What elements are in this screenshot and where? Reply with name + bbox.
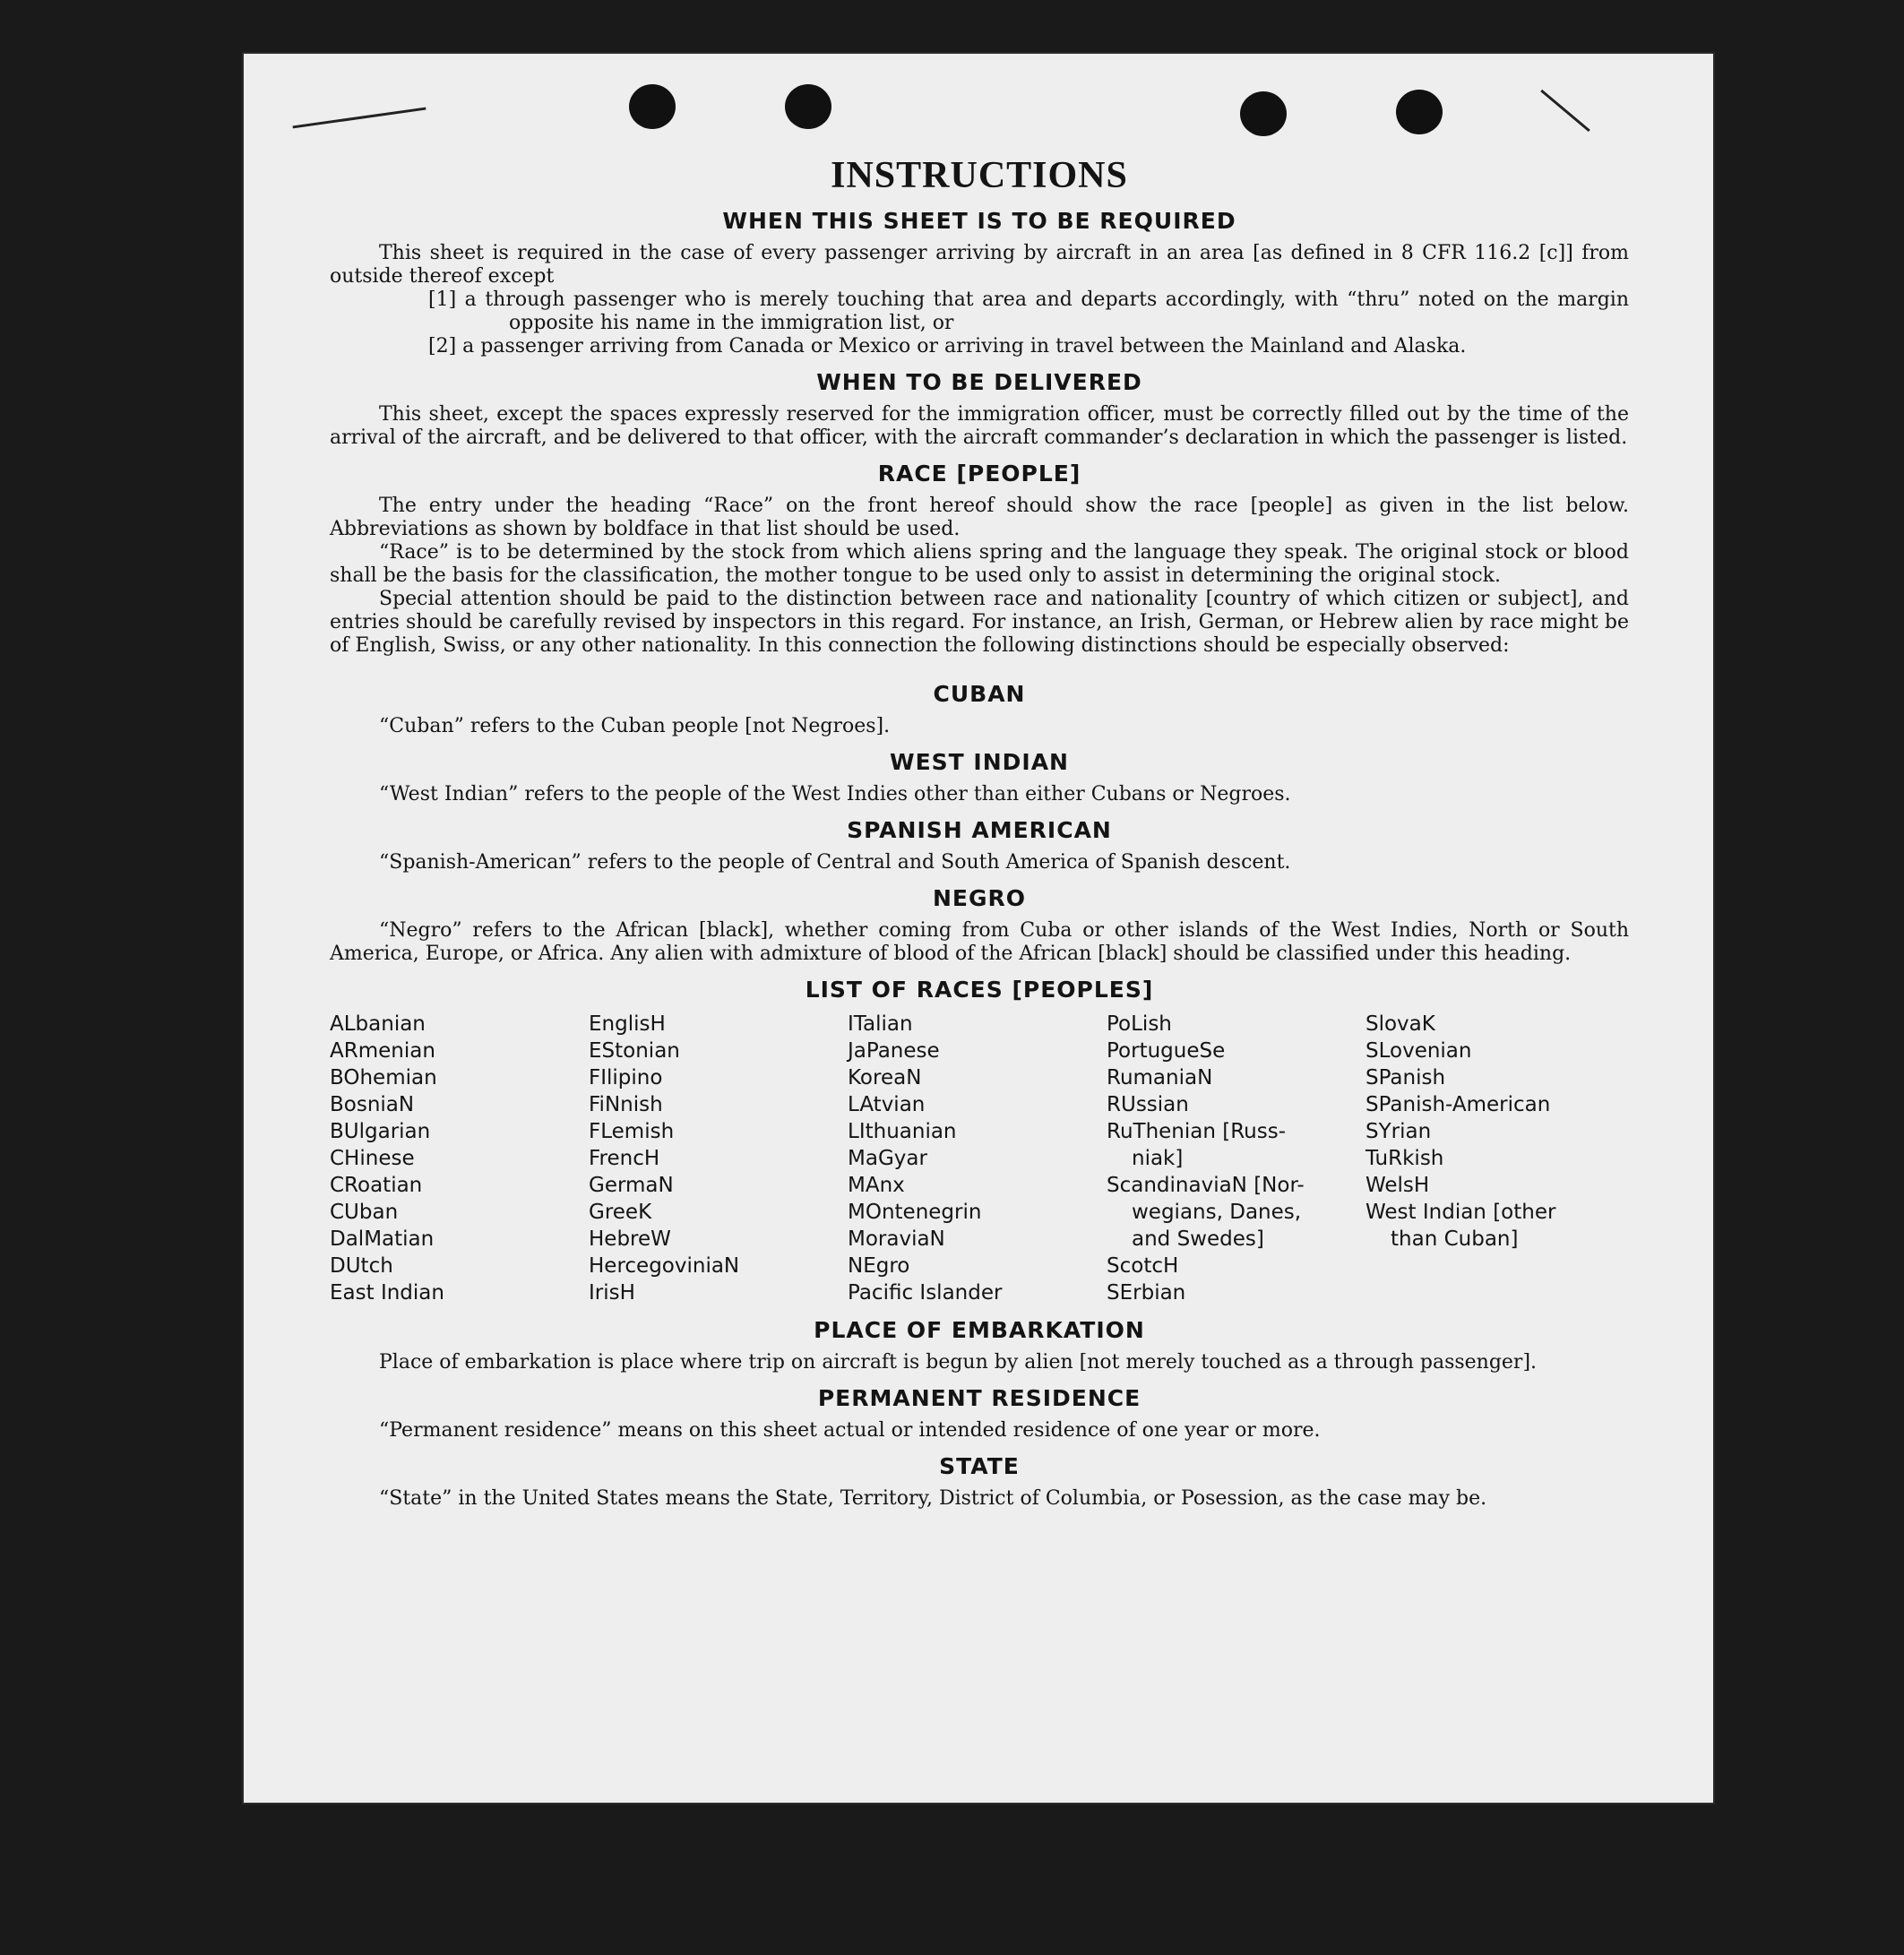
race-entry: DalMatian	[330, 1227, 435, 1251]
race-entry: RuThenian [Russ- niak]	[1107, 1120, 1287, 1170]
race-entry: CHinese	[330, 1147, 415, 1170]
race-entry: SErbian	[1107, 1281, 1186, 1305]
race-entry: SPanish-American	[1366, 1093, 1551, 1116]
race-paragraph-2: “Race” is to be determined by the stock from which aliens spring and the language they speak. The original stock or blood shall be the basis for the classification, the mother tongue to be used only to assist in determining the original stock.	[330, 541, 1629, 587]
race-entry: ALbanian	[330, 1012, 426, 1036]
race-entry: Pacific Islander	[848, 1281, 1003, 1305]
race-entry: FiNnish	[589, 1093, 663, 1116]
document-title: INSTRUCTIONS	[831, 155, 1128, 196]
negro-text: “Negro” refers to the African [black], whether coming from Cuba or other islands of the West Indies, North or South America, Europe, or Africa. Any alien with admixture of blood of the African [black] should be classified under this heading.	[330, 919, 1629, 965]
race-entry: EnglisH	[589, 1012, 666, 1036]
race-entry: EStonian	[589, 1039, 680, 1063]
section-heading-spanish-american: SPANISH AMERICAN	[847, 817, 1112, 843]
race-entry: MoraviaN	[848, 1227, 945, 1251]
punch-hole	[1240, 91, 1287, 136]
race-entry: JaPanese	[848, 1039, 940, 1063]
section-heading-list-of-races: LIST OF RACES [PEOPLES]	[805, 977, 1154, 1003]
residence-text: “Permanent residence” means on this sheet actual or intended residence of one year or more.	[379, 1419, 1321, 1442]
punch-hole	[1396, 90, 1443, 134]
race-entry: MAnx	[848, 1174, 905, 1197]
race-entry: West Indian [other than Cuban]	[1366, 1201, 1556, 1251]
race-entry: ScotcH	[1107, 1254, 1179, 1278]
section-heading-race: RACE [PEOPLE]	[877, 461, 1081, 487]
section-heading-state: STATE	[939, 1453, 1020, 1479]
spanish-american-text: “Spanish-American” refers to the people of Central and South America of Spanish descent.	[379, 851, 1291, 874]
section-heading-residence: PERMANENT RESIDENCE	[817, 1385, 1142, 1411]
required-exception-1: [1] a through passenger who is merely touching that area and departs accordingly, with “thru” noted on the margin opposite his name in the immigration list, or	[428, 289, 1629, 334]
race-entry: BosniaN	[330, 1093, 415, 1116]
race-entry: HebreW	[589, 1227, 671, 1251]
section-heading-delivered: WHEN TO BE DELIVERED	[816, 369, 1142, 395]
section-heading-cuban: CUBAN	[933, 681, 1026, 707]
race-entry: CRoatian	[330, 1174, 423, 1197]
race-entry: FLemish	[589, 1120, 675, 1143]
race-entry: TuRkish	[1366, 1147, 1444, 1170]
race-entry: MOntenegrin	[848, 1201, 982, 1224]
west-indian-text: “West Indian” refers to the people of the West Indies other than either Cubans or Negroes.	[379, 783, 1291, 805]
race-entry: BOhemian	[330, 1066, 437, 1089]
race-paragraph-1: The entry under the heading “Race” on the front hereof should show the race [people] as given in the list below. Abbreviations as shown by boldface in that list should be used.	[330, 495, 1629, 540]
embarkation-text: Place of embarkation is place where trip on aircraft is begun by alien [not merely touched as a through passenger].	[379, 1351, 1538, 1374]
race-column-4	[1107, 1011, 1366, 1306]
race-column-3	[848, 1011, 1107, 1306]
race-entry: PoLish	[1107, 1012, 1172, 1036]
race-entry: ARmenian	[330, 1039, 435, 1063]
race-entry: ITalian	[848, 1012, 913, 1036]
race-entry: SYrian	[1366, 1120, 1432, 1143]
race-entry: LIthuanian	[848, 1120, 957, 1143]
section-heading-embarkation: PLACE OF EMBARKATION	[814, 1317, 1145, 1343]
race-entry: SlovaK	[1366, 1012, 1435, 1036]
document-sheet	[244, 54, 1713, 1803]
pen-mark	[1540, 90, 1590, 132]
race-entry: BUlgarian	[330, 1120, 431, 1143]
document-content	[330, 154, 1629, 1511]
race-entry: WelsH	[1366, 1174, 1430, 1197]
required-exception-2: [2] a passenger arriving from Canada or Mexico or arriving in travel between the Mainland and Alaska.	[428, 335, 1467, 357]
race-entry: NEgro	[848, 1254, 910, 1278]
race-entry: SPanish	[1366, 1066, 1446, 1089]
race-entry: FIlipino	[589, 1066, 663, 1089]
race-paragraph-3: Special attention should be paid to the distinction between race and nationality [country of which citizen or subject], and entries should be carefully revised by inspectors in this regard. For instance, an Irish, German, or Hebrew alien by race might be of English, Swiss, or any other nationality. In this connection the following distinctions should be especially observed:	[330, 588, 1629, 657]
race-entry: FrencH	[589, 1147, 660, 1170]
race-entry: IrisH	[589, 1281, 635, 1305]
race-entry: KoreaN	[848, 1066, 922, 1089]
race-entry: GermaN	[589, 1174, 674, 1197]
state-text: “State” in the United States means the State, Territory, District of Columbia, or Posession, as the case may be.	[379, 1487, 1487, 1510]
cuban-text: “Cuban” refers to the Cuban people [not Negroes].	[379, 715, 891, 737]
race-entry: CUban	[330, 1201, 399, 1224]
section-heading-required: WHEN THIS SHEET IS TO BE REQUIRED	[722, 208, 1236, 234]
race-entry: RumaniaN	[1107, 1066, 1213, 1089]
punch-hole	[629, 84, 676, 129]
punch-hole	[785, 84, 831, 129]
race-column-2	[589, 1011, 848, 1306]
delivered-text: This sheet, except the spaces expressly reserved for the immigration officer, must be correctly filled out by the time of the arrival of the aircraft, and be delivered to that officer, with the aircraft commander’s declaration in which the passenger is listed.	[330, 403, 1629, 449]
race-entry: DUtch	[330, 1254, 393, 1278]
race-list	[330, 1011, 1629, 1306]
race-entry: PortugueSe	[1107, 1039, 1226, 1063]
race-entry: GreeK	[589, 1201, 652, 1224]
race-entry: RUssian	[1107, 1093, 1189, 1116]
required-intro: This sheet is required in the case of every passenger arriving by aircraft in an area [as defined in 8 CFR 116.2 [c]] from outside thereof except	[330, 242, 1629, 288]
race-column-1	[330, 1011, 589, 1306]
section-heading-west-indian: WEST INDIAN	[890, 749, 1069, 775]
pen-mark	[293, 108, 426, 129]
race-entry: SLovenian	[1366, 1039, 1472, 1063]
race-entry: LAtvian	[848, 1093, 926, 1116]
race-entry: HercegoviniaN	[589, 1254, 740, 1278]
race-entry: East Indian	[330, 1281, 444, 1305]
race-entry: MaGyar	[848, 1147, 927, 1170]
race-column-5	[1366, 1011, 1624, 1306]
section-heading-negro: NEGRO	[932, 885, 1027, 911]
race-entry: ScandinaviaN [Nor- wegians, Danes, and Swedes]	[1107, 1174, 1305, 1251]
